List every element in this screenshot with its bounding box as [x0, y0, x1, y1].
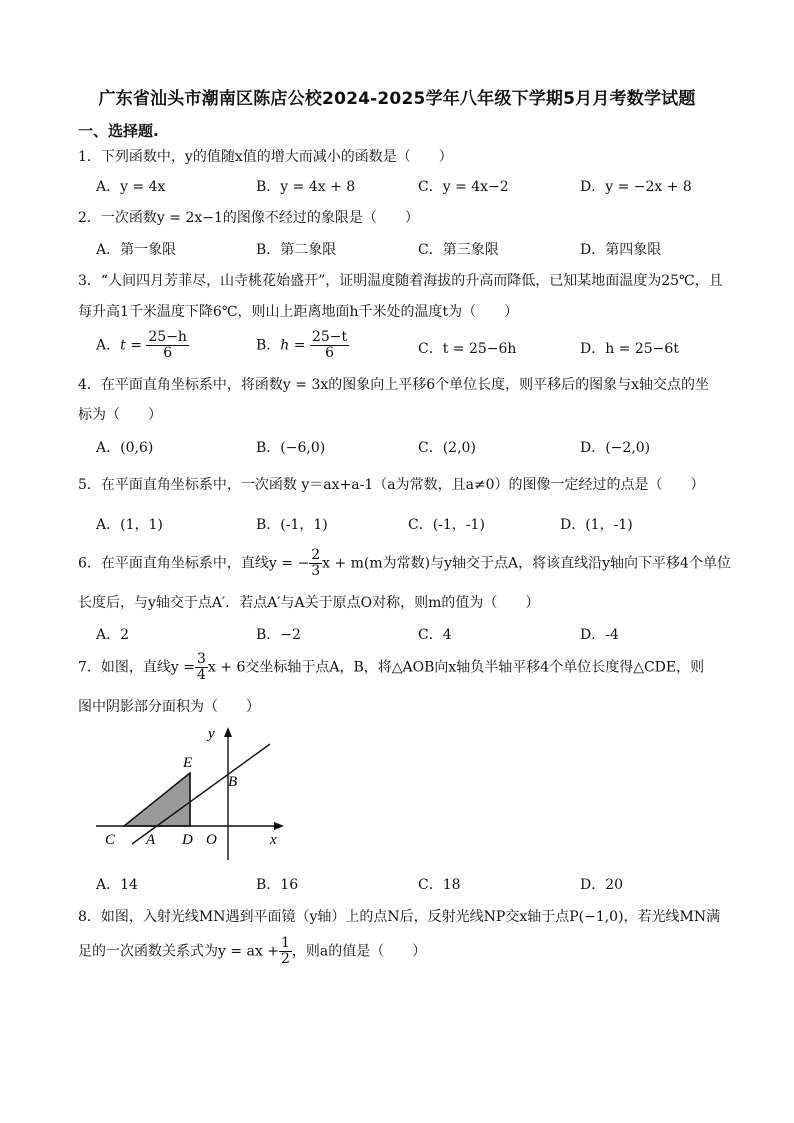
question-7-figure [92, 722, 302, 862]
q5-option-b: B．(-1，1) [256, 517, 328, 533]
q5-option-d: D．(1，-1) [560, 517, 633, 533]
q8-fraction: $\frac{1}{2}$ [280, 935, 290, 967]
q3-option-a-fraction: $\frac{25-h}{6}$ [148, 329, 187, 361]
q1-option-a: A．y = 4x [96, 179, 166, 195]
q4-option-c: C．(2,0) [418, 440, 476, 456]
q4-option-a: A．(0,6) [96, 440, 154, 456]
label-a: A [146, 832, 156, 848]
q5-option-a: A．(1，1) [96, 517, 163, 533]
q5-option-c: C．(-1，-1) [408, 517, 485, 533]
q1-option-d: D．y = −2x + 8 [580, 179, 692, 195]
q7-option-d: D．20 [580, 877, 624, 893]
line-ab [132, 744, 270, 844]
question-5-stem: 5．在平面直角坐标系中，一次函数 y＝ax+a-1（a为常数，且a≠0）的图像一定经过的点是（ ） [78, 477, 705, 493]
q3-option-b-fraction: $\frac{25-t}{6}$ [311, 329, 348, 361]
section-heading: 一、选择题. [78, 122, 159, 140]
question-1-stem: 1．下列函数中，y的值随x值的增大而减小的函数是（ ） [78, 149, 453, 165]
q7-option-c: C．18 [418, 877, 461, 893]
q7-fraction: $\frac{3}{4}$ [197, 651, 206, 683]
question-4-options [96, 437, 736, 459]
y-axis-arrow-icon [224, 727, 232, 737]
q3-option-a: A．t = $\frac{25-h}{6}$ [96, 329, 187, 361]
question-8-stem-line-2: 足的一次函数关系式为y = ax + $\frac{1}{2}$ ，则a的值是（ ） [78, 935, 427, 967]
q6-fraction: $\frac{2}{3}$ [311, 547, 321, 579]
q2-option-d: D．第四象限 [580, 242, 662, 258]
question-8-stem-line-1: 8．如图，入射光线MN遇到平面镜（y轴）上的点N后，反射光线NP交x轴于点P(−1,0)，若光线MN满 [78, 909, 721, 925]
q2-option-a: A．第一象限 [96, 242, 177, 258]
question-2-stem: 2．一次函数y = 2x−1的图像不经过的象限是（ ） [78, 210, 419, 226]
label-c: C [105, 832, 116, 848]
question-7-stem-line-1: 7．如图，直线y = $\frac{3}{4}$ x + 6交坐标轴于点A，B，将△AOB向x轴负半轴平移4个单位长度得△CDE，则 [78, 651, 705, 683]
question-2-options [96, 239, 736, 261]
label-d: D [182, 832, 193, 848]
question-3-options [96, 330, 736, 364]
label-o: O [206, 832, 217, 848]
q6-option-a: A．2 [96, 627, 130, 643]
q7-option-a: A．14 [96, 877, 138, 893]
q6-option-d: D．-4 [580, 627, 619, 643]
question-7-options [96, 874, 736, 896]
question-3-stem-line-1: 3．“人间四月芳菲尽，山寺桃花始盛开”，证明温度随着海拔的升高而降低，已知某地面温度为25℃，且 [78, 273, 723, 289]
label-e: E [183, 755, 193, 771]
question-4-stem-line-2: 标为（ ） [78, 407, 162, 423]
question-1-options [96, 176, 736, 198]
question-6-stem-line-2: 长度后，与y轴交于点A′．若点A′与A关于原点O对称，则m的值为（ ） [78, 595, 540, 611]
q3-option-d: D．h = 25−6t [580, 341, 679, 357]
q3-option-b: B．h = $\frac{25-t}{6}$ [256, 329, 348, 361]
question-3-stem-line-2: 每升高1千米温度下降6℃，则山上距离地面h千米处的温度t为（ ） [78, 304, 519, 320]
q1-option-c: C．y = 4x−2 [418, 179, 509, 195]
q4-option-b: B．(−6,0) [256, 440, 326, 456]
question-6-options [96, 624, 736, 646]
q2-option-b: B．第二象限 [256, 242, 337, 258]
label-y: y [208, 726, 215, 742]
q7-option-b: B．16 [256, 877, 299, 893]
q4-option-d: D．(−2,0) [580, 440, 651, 456]
question-5-options [96, 514, 736, 536]
question-4-stem-line-1: 4．在平面直角坐标系中，将函数y = 3x的图象向上平移6个单位长度，则平移后的图象与x轴交点的坐 [78, 377, 710, 393]
q6-option-b: B．−2 [256, 627, 301, 643]
q6-option-c: C．4 [418, 627, 452, 643]
label-x: x [270, 832, 277, 848]
q2-option-c: C．第三象限 [418, 242, 499, 258]
x-axis-arrow-icon [274, 822, 284, 830]
q1-option-b: B．y = 4x + 8 [256, 179, 356, 195]
page-title: 广东省汕头市潮南区陈店公校2024-2025学年八年级下学期5月月考数学试题 [98, 89, 696, 109]
question-6-stem-line-1: 6．在平面直角坐标系中，直线y = − $\frac{2}{3}$ x + m(m为常数)与y轴交于点A，将该直线沿y轴向下平移4个单位 [78, 547, 731, 579]
question-7-stem-line-2: 图中阴影部分面积为（ ） [78, 699, 260, 715]
label-b: B [228, 774, 238, 790]
q3-option-c: C．t = 25−6h [418, 341, 517, 357]
